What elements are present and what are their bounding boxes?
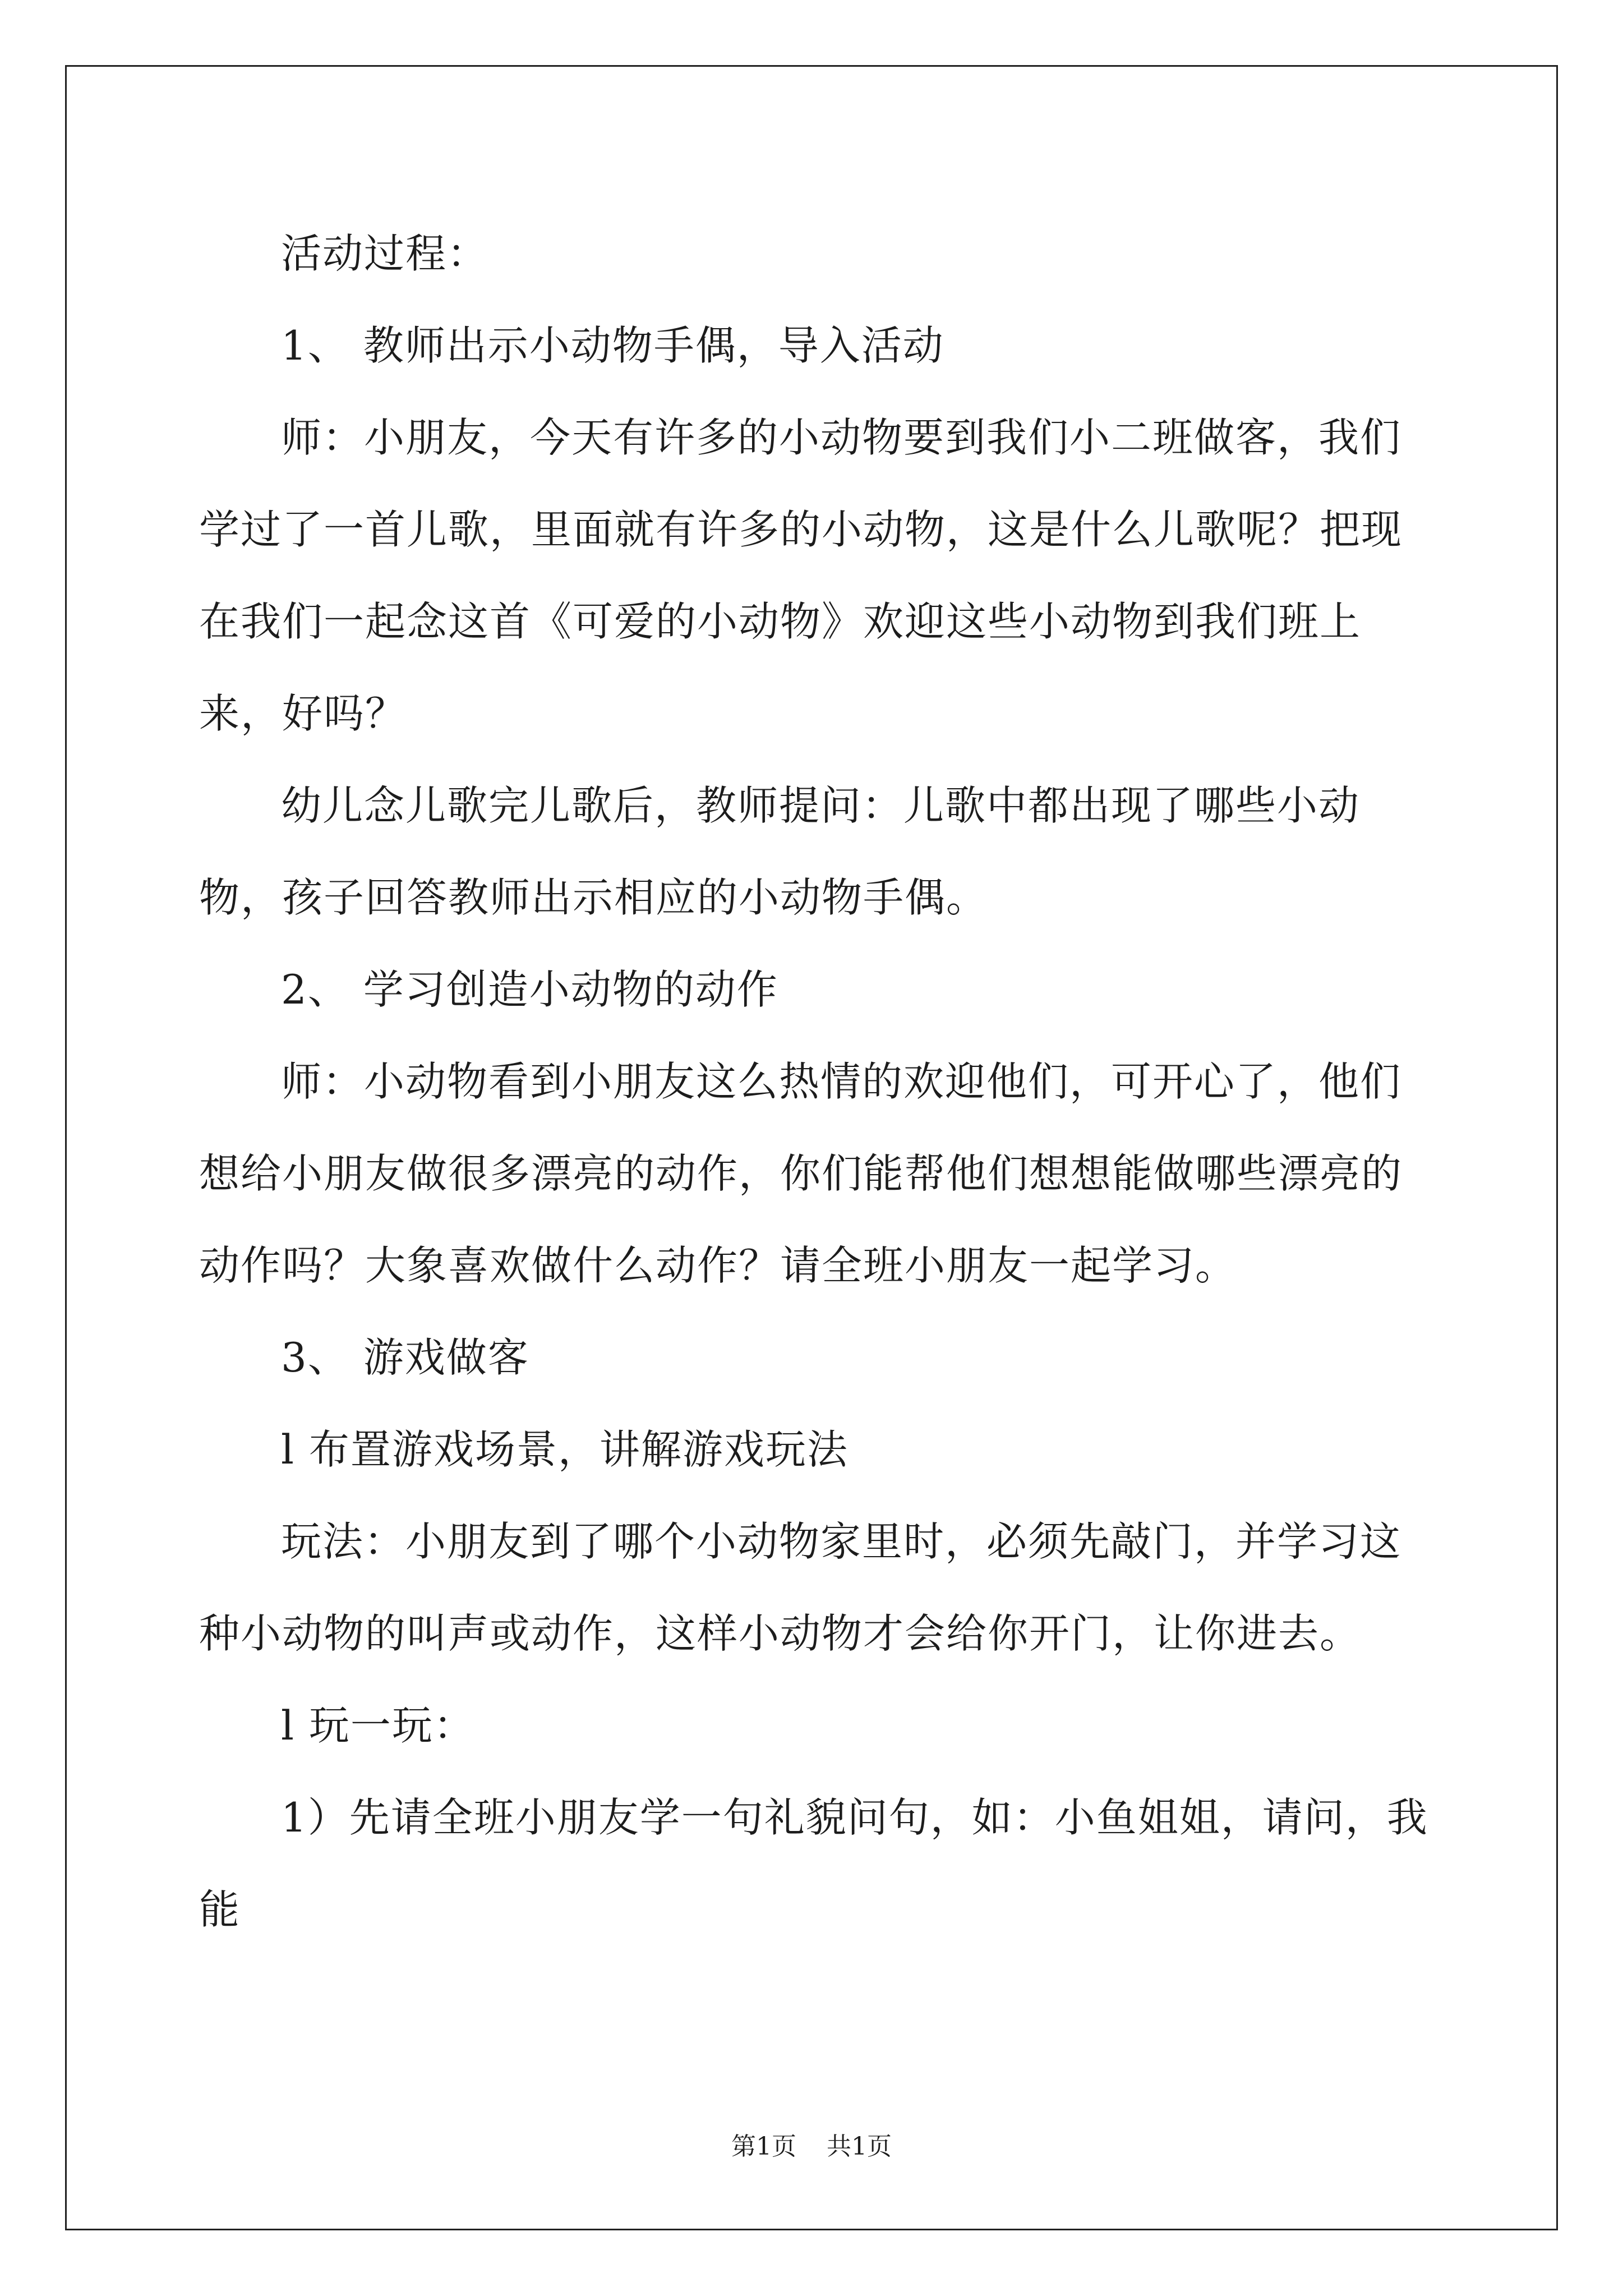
- paragraph: l 玩一玩：: [281, 1702, 475, 1749]
- paragraph: 玩法：小朋友到了哪个小动物家里时，必须先敲门，并学习这种小动物的叫声或动作，这样小动物才会给你开门，让你进去。: [199, 1518, 1402, 1657]
- paragraph: 1、 教师出示小动物手偶，导入活动: [281, 322, 944, 369]
- paragraph: 师：小动物看到小朋友这么热情的欢迎他们，可开心了，他们想给小朋友做很多漂亮的动作，你们能帮他们想想能做哪些漂亮的动作吗？大象喜欢做什么动作？请全班小朋友一起学习。: [199, 1058, 1403, 1289]
- page-total: 共1页: [827, 2132, 892, 2161]
- paragraph: l 布置游戏场景，讲解游戏玩法: [281, 1426, 849, 1473]
- paragraph: 3、 游戏做客: [281, 1334, 529, 1381]
- paragraph: 1）先请全班小朋友学一句礼貌问句，如：小鱼姐姐，请问，我能: [199, 1794, 1428, 1933]
- document-body: [199, 208, 1433, 1955]
- paragraph: 2、 学习创造小动物的动作: [281, 966, 778, 1013]
- paragraph: 师：小朋友，今天有许多的小动物要到我们小二班做客，我们学过了一首儿歌，里面就有许多的小动物，这是什么儿歌呢？把现在我们一起念这首《可爱的小动物》欢迎这些小动物到我们班上来，好吗？: [199, 414, 1403, 737]
- paragraph: 幼儿念儿歌完儿歌后，教师提问：儿歌中都出现了哪些小动物，孩子回答教师出示相应的小动物手偶。: [199, 782, 1361, 921]
- paragraph: 活动过程：: [281, 230, 489, 277]
- page-number: 第1页: [731, 2132, 796, 2161]
- page-footer: [0, 2126, 1623, 2162]
